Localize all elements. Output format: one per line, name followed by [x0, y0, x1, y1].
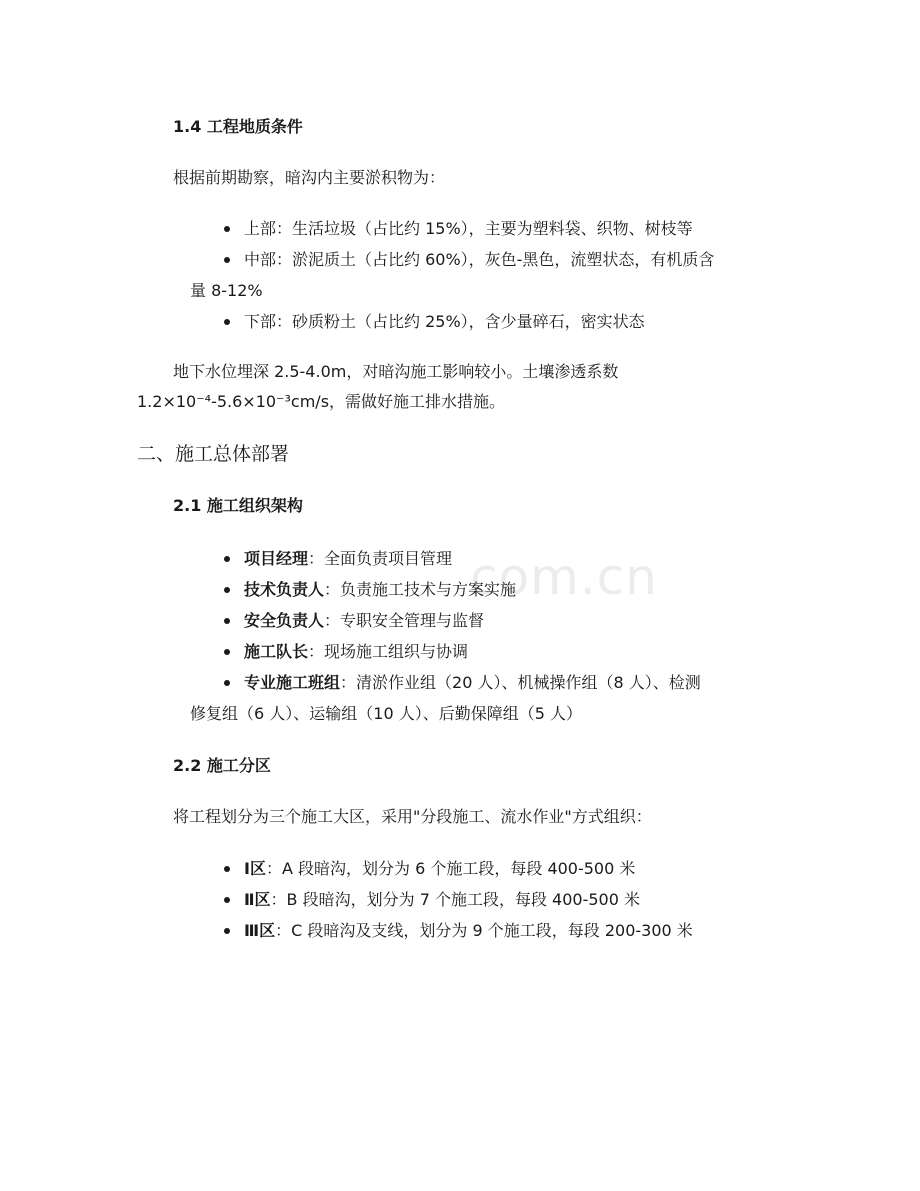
list-item	[190, 306, 790, 337]
zone-label: Ⅲ区	[244, 921, 276, 940]
role-description: ：全面负责项目管理	[308, 549, 453, 568]
bullet-icon	[224, 556, 230, 562]
role-label: 项目经理	[244, 549, 309, 568]
list-item	[190, 574, 790, 605]
list-item	[190, 605, 790, 636]
zone-description: ：C 段暗沟及支线，划分为 9 个施工段，每段 200-300 米	[275, 921, 693, 940]
list-item-text: 下部：砂质粉土（占比约 25%），含少量碎石，密实状态	[244, 312, 645, 331]
bullet-icon	[224, 649, 230, 655]
list-item	[190, 667, 790, 729]
role-label: 专业施工班组	[244, 673, 341, 692]
role-description: ：负责施工技术与方案实施	[324, 580, 517, 599]
list-item	[190, 884, 790, 915]
bullet-icon	[224, 680, 230, 686]
zone-description: ：A 段暗沟，划分为 6 个施工段，每段 400-500 米	[265, 859, 636, 878]
bullet-icon	[224, 897, 230, 903]
list-item-text: 中部：淤泥质土（占比约 60%），灰色-黑色，流塑状态，有机质含	[244, 250, 715, 269]
org-list	[190, 543, 790, 729]
list-item-continuation: 修复组（6 人）、运输组（10 人）、后勤保障组（5 人）	[190, 704, 582, 723]
bullet-icon	[224, 866, 230, 872]
bullet-icon	[224, 226, 230, 232]
watermark: com.cn	[470, 548, 658, 606]
groundwater-paragraph: 地下水位埋深 2.5-4.0m，对暗沟施工影响较小。土壤渗透系数 1.2×10⁻⁴-5.6×10⁻³cm/s，需做好施工排水措施。	[137, 362, 619, 411]
zone-list	[190, 853, 790, 946]
intro-1-4: 根据前期勘察，暗沟内主要淤积物为：	[173, 168, 446, 187]
heading-2-2: 2.2 施工分区	[173, 756, 271, 775]
bullet-icon	[224, 319, 230, 325]
list-item	[190, 636, 790, 667]
role-description: ：专职安全管理与监督	[324, 611, 485, 630]
bullet-icon	[224, 618, 230, 624]
list-item	[190, 853, 790, 884]
zone-label: Ⅰ区	[244, 859, 266, 878]
list-item	[190, 213, 790, 244]
role-label: 施工队长	[244, 642, 309, 661]
bullet-icon	[224, 587, 230, 593]
heading-section-2: 二、施工总体部署	[137, 443, 290, 465]
zone-description: ：B 段暗沟，划分为 7 个施工段，每段 400-500 米	[270, 890, 640, 909]
list-item-text: 上部：生活垃圾（占比约 15%），主要为塑料袋、织物、树枝等	[244, 219, 693, 238]
list-item-continuation: 量 8-12%	[190, 281, 263, 300]
list-item	[190, 543, 790, 574]
sediment-list	[190, 213, 790, 337]
zone-label: Ⅱ区	[244, 890, 271, 909]
role-label: 技术负责人	[244, 580, 325, 599]
bullet-icon	[224, 928, 230, 934]
role-description: ：现场施工组织与协调	[308, 642, 469, 661]
heading-1-4: 1.4 工程地质条件	[173, 117, 303, 136]
heading-2-1: 2.1 施工组织架构	[173, 496, 303, 515]
intro-2-2: 将工程划分为三个施工大区，采用"分段施工、流水作业"方式组织：	[173, 807, 652, 826]
role-label: 安全负责人	[244, 611, 325, 630]
role-description: ：清淤作业组（20 人）、机械操作组（8 人）、检测	[340, 673, 701, 692]
list-item	[190, 915, 790, 946]
bullet-icon	[224, 257, 230, 263]
list-item	[190, 244, 790, 306]
